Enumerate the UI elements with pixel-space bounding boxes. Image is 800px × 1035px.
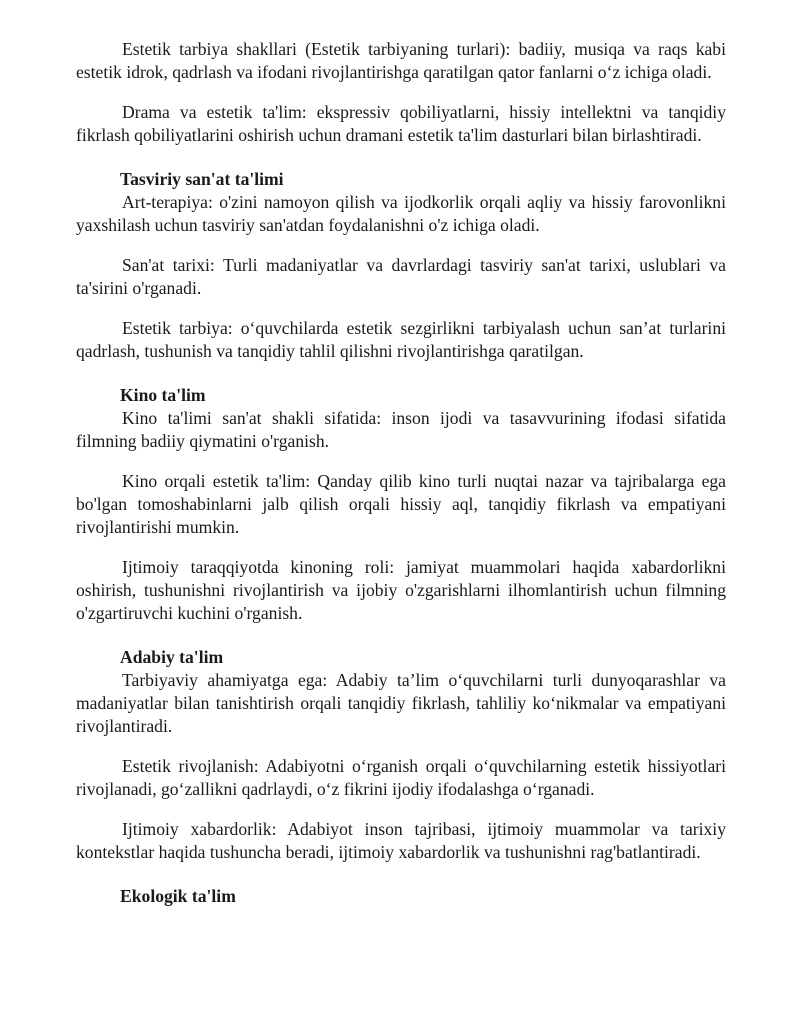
paragraph-estetik-rivojlanish: Estetik rivojlanish: Adabiyotni o‘rganish orqali o‘quvchilarning estetik hissiyotlari rivojlanadi, go‘zallikni qadrlaydi, o‘z fikrini ijodiy ifodalashga o‘rganadi. [76, 756, 726, 799]
heading-kino-talim: Kino ta'lim [120, 385, 206, 405]
paragraph-estetik-tarbiya: Estetik tarbiya: o‘quvchilarda estetik sezgirlikni tarbiyalash uchun san’at turlarini qadrlash, tushunish va tanqidiy tahlil qilishni rivojlantirishga qaratilgan. [76, 318, 726, 361]
paragraph-ijtimoiy-taraqqiyotda-kino: Ijtimoiy taraqqiyotda kinoning roli: jamiyat muammolari haqida xabardorlikni oshirish, tushunishni rivojlantirish va ijobiy o'zgarishlarni ilhomlantirish uchun filmning o'zgartiruvchi kuchini o'rganish. [76, 557, 726, 623]
heading-tasviriy-sanat-talimi: Tasviriy san'at ta'limi [120, 169, 284, 189]
paragraph-art-terapiya: Art-terapiya: o'zini namoyon qilish va ijodkorlik orqali aqliy va hissiy farovonlikni yaxshilash uchun tasviriy san'atdan foydalanishni o'z ichiga oladi. [76, 192, 726, 235]
paragraph-ijtimoiy-xabardorlik: Ijtimoiy xabardorlik: Adabiyot inson tajribasi, ijtimoiy muammolar va tarixiy kontekstlar haqida tushuncha beradi, ijtimoiy xabardorlik va tushunishni rag'batlantiradi. [76, 819, 726, 862]
paragraph-kino-orqali-estetik-talim: Kino orqali estetik ta'lim: Qanday qilib kino turli nuqtai nazar va tajribalarga ega bo'lgan tomoshabinlarni jalb qilish orqali hissiy aql, tanqidiy fikrlash va empatiyani rivojlantirishi mumkin. [76, 471, 726, 537]
paragraph-estetik-tarbiya-shakllari: Estetik tarbiya shakllari (Estetik tarbiyaning turlari): badiiy, musiqa va raqs kabi estetik idrok, qadrlash va ifodani rivojlantirishga qaratilgan qator fanlarni o‘z ichiga oladi. [76, 39, 726, 82]
paragraph-tarbiyaviy-ahamiyat: Tarbiyaviy ahamiyatga ega: Adabiy ta’lim o‘quvchilarni turli dunyoqarashlar va madaniyatlar bilan tanishtirish orqali tanqidiy fikrlash, tahliliy ko‘nikmalar va empatiyani rivojlantiradi. [76, 670, 726, 736]
paragraph-sanat-tarixi: San'at tarixi: Turli madaniyatlar va davrlardagi tasviriy san'at tarixi, uslublari va ta'sirini o'rganadi. [76, 255, 726, 298]
paragraph-kino-talimi-sanat-shakli: Kino ta'limi san'at shakli sifatida: inson ijodi va tasavvurining ifodasi sifatida filmning badiiy qiymatini o'rganish. [76, 408, 726, 451]
heading-adabiy-talim: Adabiy ta'lim [120, 647, 224, 667]
paragraph-drama-va-estetik-talim: Drama va estetik ta'lim: ekspressiv qobiliyatlarni, hissiy intellektni va tanqidiy fikrlash qobiliyatlarini oshirish uchun dramani estetik ta'lim dasturlari bilan birlashtiradi. [76, 102, 726, 145]
heading-ekologik-talim: Ekologik ta'lim [120, 886, 236, 906]
document-page [76, 38, 726, 908]
